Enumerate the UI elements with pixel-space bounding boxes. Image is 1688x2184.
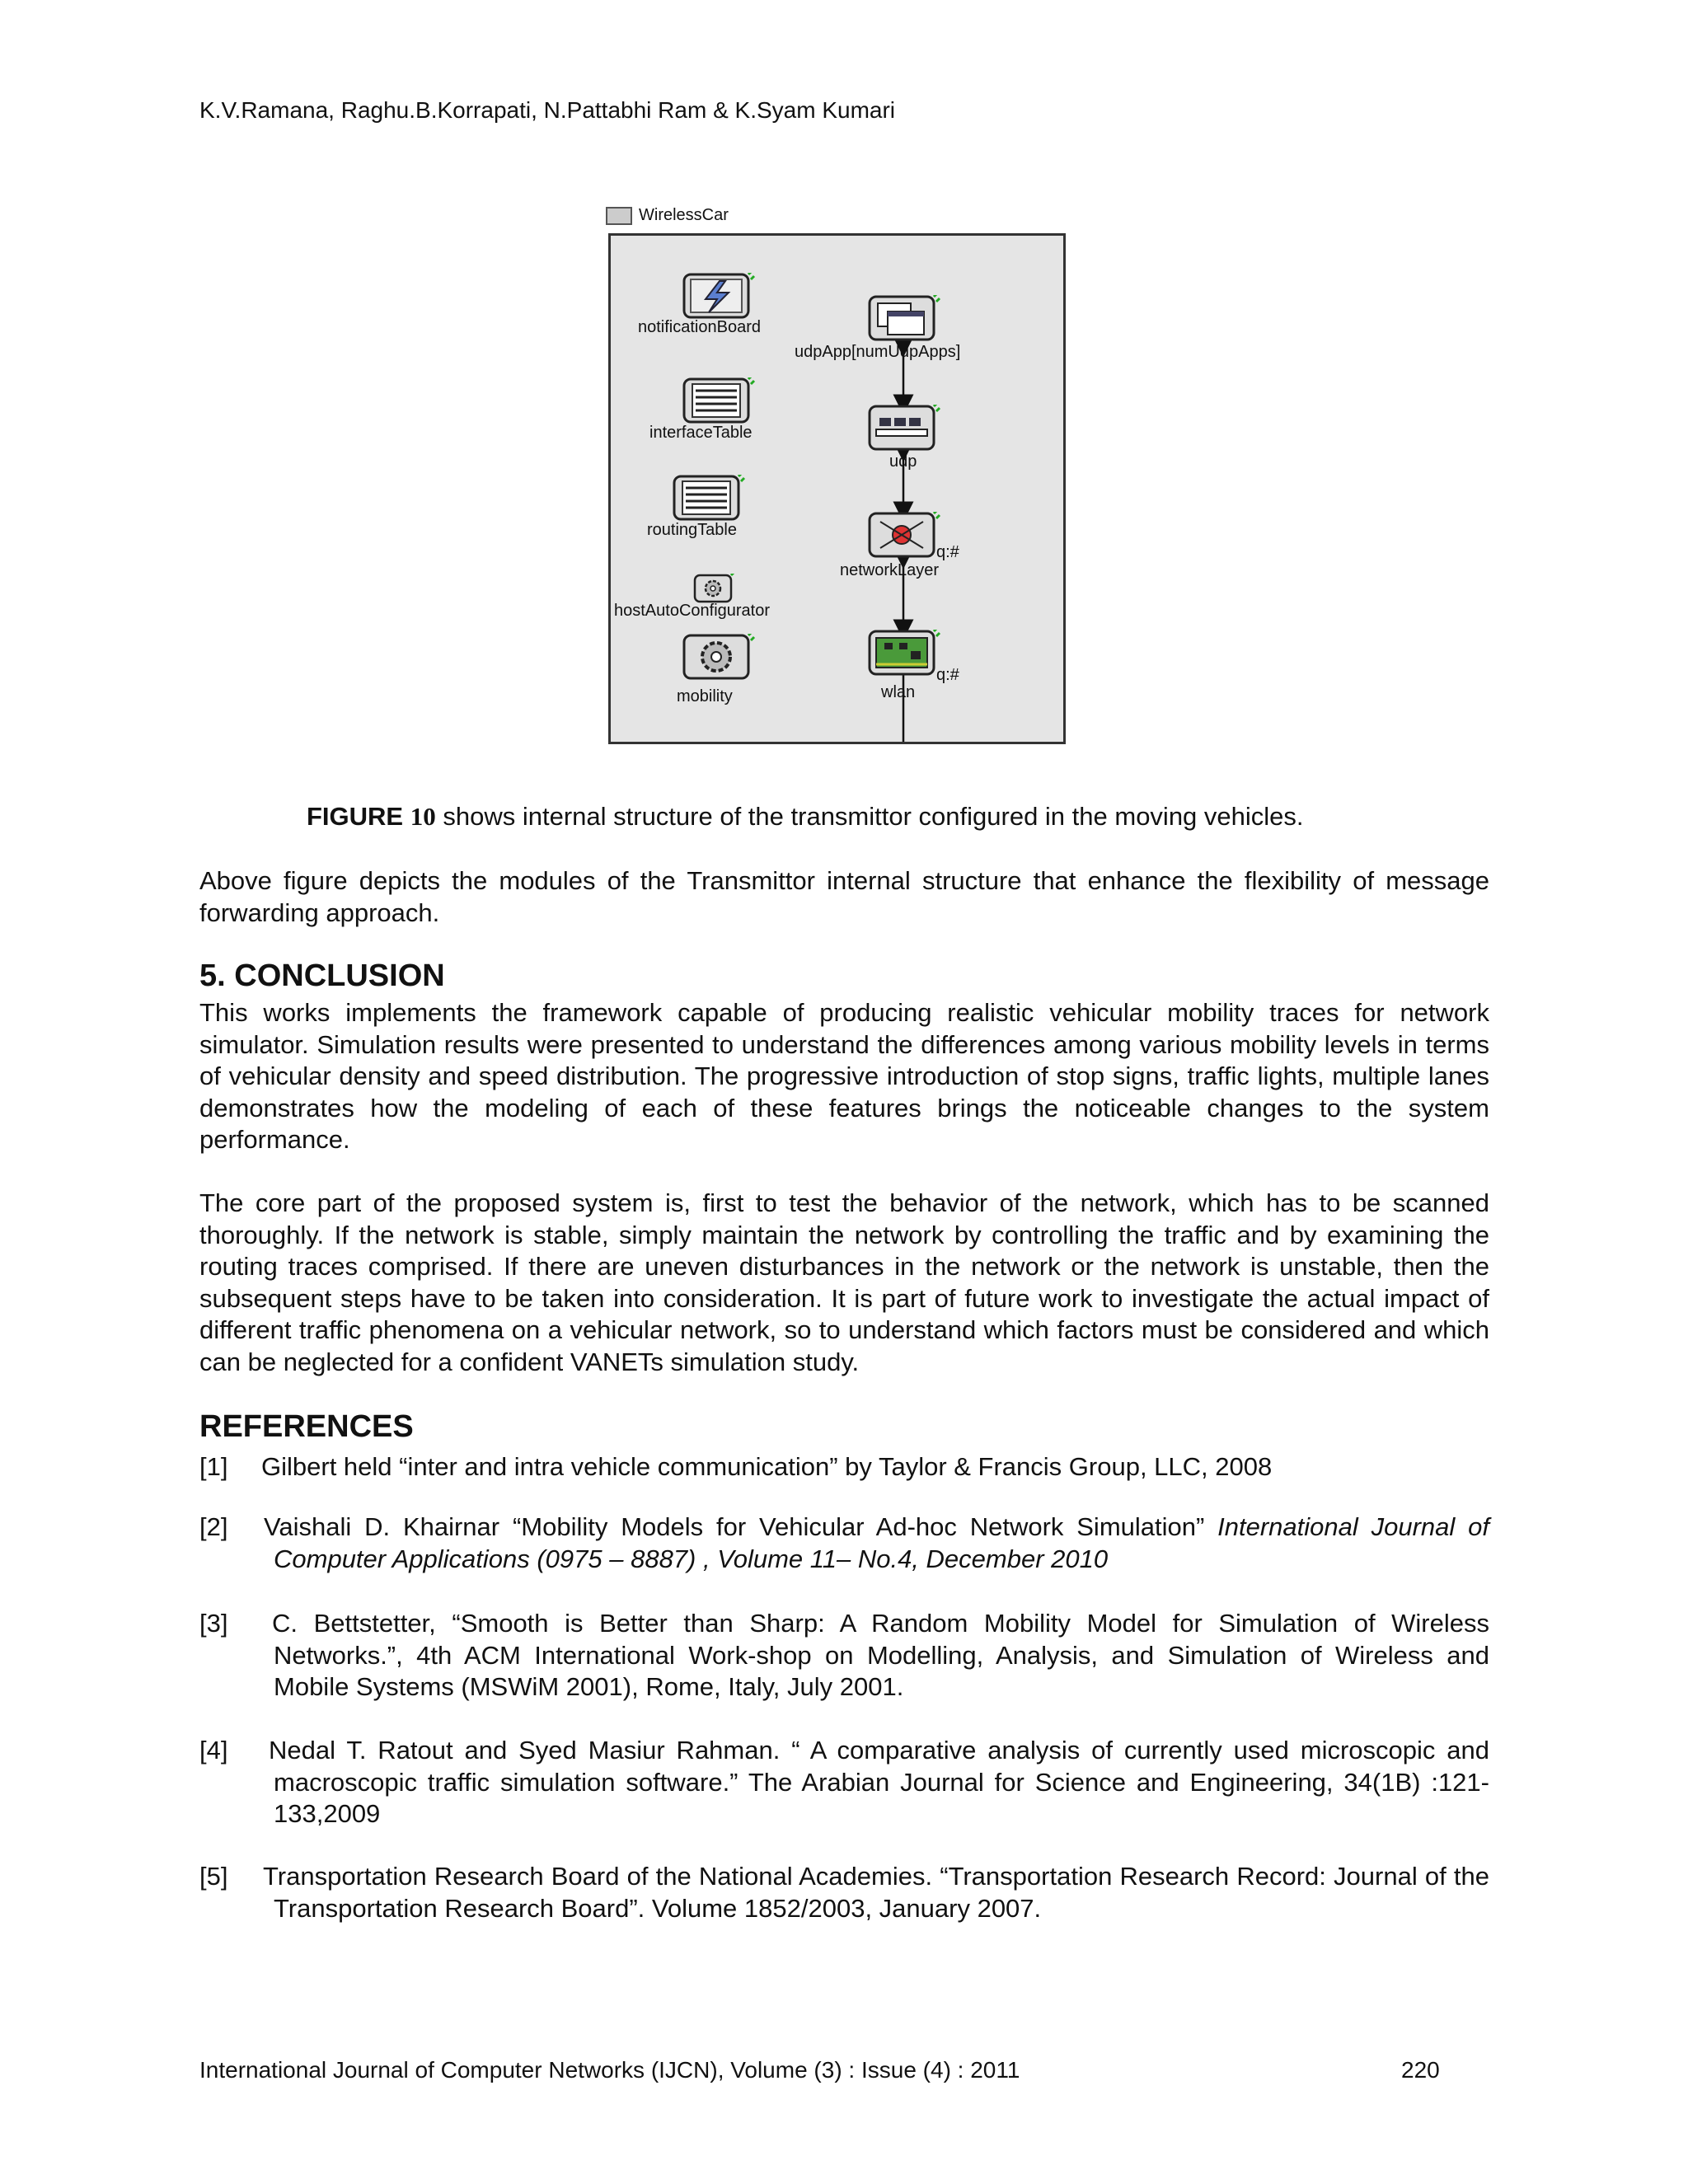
routingtable-label: routingTable [647, 521, 737, 539]
conclusion-heading: 5. CONCLUSION [199, 958, 445, 993]
networklayer-label: networkLayer [840, 561, 940, 579]
window-title-text: WirelessCar [639, 206, 729, 224]
caption-label: FIGURE [307, 802, 404, 831]
caption-text: shows internal structure of the transmittor configured in the moving vehicles. [435, 802, 1304, 831]
reference-text: Nedal T. Ratout and Syed Masiur Rahman. “ A comparative analysis of currently used microscopic and macroscopic traffic simulation software.” The Arabian Journal for Science and Engineering, 34(1B) :121-133,2009 [269, 1736, 1489, 1828]
mobility-label: mobility [677, 687, 733, 705]
reference-item [199, 1861, 1489, 1924]
mobility-icon [682, 634, 757, 691]
figure-canvas [608, 233, 1066, 744]
journal-footer: International Journal of Computer Networks (IJCN), Volume (3) : Issue (4) : 2011 [199, 2057, 1020, 2083]
reference-number: [1] [199, 1452, 228, 1481]
figure-window-title [606, 206, 729, 225]
reference-number: [4] [199, 1736, 228, 1765]
conclusion-paragraph-2: The core part of the proposed system is, first to test the behavior of the network, which has to be scanned thoroughly. If the network is stable, simply maintain the network by controlling the traffic and by examining the routing traces comprised. If there are uneven disturbances in the network or the network is unstable, then the subsequent steps have to be taken into consideration. It is part of future work to investigate the actual impact of different traffic phenomena on a vehicular network, so to understand which factors must be considered and which can be neglected for a confident VANETs simulation study. [199, 1188, 1489, 1376]
reference-number: [3] [199, 1609, 228, 1638]
wlan-label: wlan [881, 683, 916, 701]
reference-text: Transportation Research Board of the National Academies. “Transportation Research Record: Journal of the Transportation Research Board”. Volume 1852/2003, January 2007. [263, 1862, 1489, 1923]
reference-text: Vaishali D. Khairnar “Mobility Models for Vehicular Ad-hoc Network Simulation” International Journal of Computer Applications (0975 – 8887) , Volume 11– No.4, December 2010 [264, 1512, 1489, 1573]
notificationboard-label: notificationBoard [638, 318, 761, 336]
hostautoconfigurator-label: hostAutoConfigurator [614, 602, 771, 620]
wlan-icon [868, 630, 942, 687]
reference-item [199, 1451, 1489, 1483]
networklayer-gate-label: q:# [936, 543, 959, 561]
page-number: 220 [1401, 2057, 1440, 2083]
reference-text: C. Bettstetter, “Smooth is Better than Sharp: A Random Mobility Model for Simulation of Wireless Networks.”, 4th ACM International Work-shop on Modelling, Analysis, and Simulation of Wireless and Mobile Systems (MSWiM 2001), Rome, Italy, July 2001. [272, 1609, 1489, 1701]
figure-wirelesscar [606, 206, 1076, 750]
reference-number: [2] [199, 1512, 228, 1541]
reference-number: [5] [199, 1862, 228, 1891]
conclusion-paragraph-1: This works implements the framework capable of producing realistic vehicular mobility traces for network simulator. Simulation results were presented to understand the differences among various mobility levels in terms of vehicular density and speed distribution. The progressive introduction of stop signs, traffic lights, multiple lanes demonstrates how the modeling of each of these features brings the noticeable changes to the system performance. [199, 998, 1489, 1154]
reference-text: Gilbert held “inter and intra vehicle communication” by Taylor & Francis Group, LLC, 2008 [261, 1452, 1273, 1481]
udpapp-label: udpApp[numUdpApps] [795, 343, 961, 361]
window-icon [606, 207, 632, 225]
caption-number: 10 [410, 802, 436, 831]
reference-item [199, 1735, 1489, 1830]
figure-caption [307, 802, 1304, 832]
references-heading: REFERENCES [199, 1409, 414, 1444]
figure-description-paragraph: Above figure depicts the modules of the Transmittor internal structure that enhance the flexibility of message forwarding approach. [199, 866, 1489, 927]
running-header: K.V.Ramana, Raghu.B.Korrapati, N.Pattabhi Ram & K.Syam Kumari [199, 97, 896, 123]
reference-item [199, 1608, 1489, 1704]
udp-label: udp [889, 452, 917, 471]
wlan-gate-label: q:# [936, 666, 959, 684]
interfacetable-label: interfaceTable [649, 424, 753, 442]
reference-item [199, 1511, 1489, 1575]
